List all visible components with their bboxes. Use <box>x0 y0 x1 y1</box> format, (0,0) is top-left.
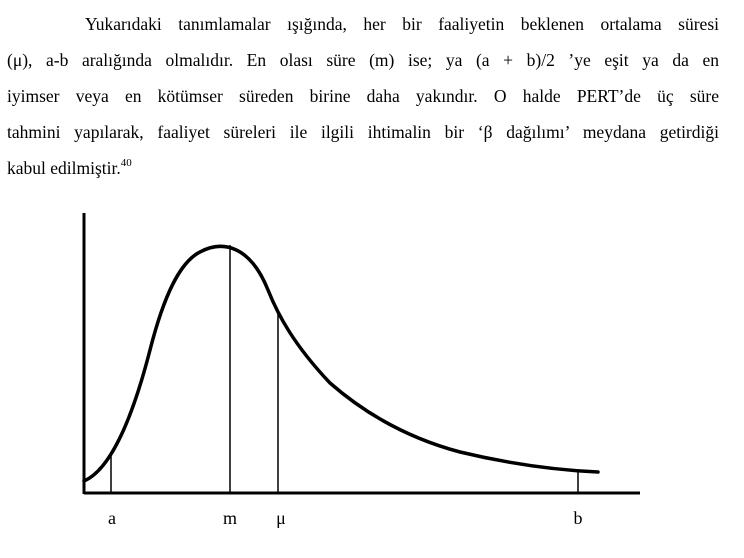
footnote-marker: 40 <box>120 157 132 169</box>
label-m: m <box>222 508 238 528</box>
beta-curve <box>84 246 598 481</box>
label-b: b <box>573 508 583 528</box>
paragraph-line-5-text: kabul edilmiştir. <box>7 158 121 178</box>
paragraph-line-1: Yukarıdaki tanımlamalar ışığında, her bir faaliyetin beklenen ortalama süresi <box>85 14 719 34</box>
paragraph-line-4: tahmini yapılarak, faaliyet süreleri ile ilgili ihtimalin bir ‘β dağılımı’ meydana getirdiği <box>7 122 719 142</box>
paragraph-line-2: (μ), a-b aralığında olmalıdır. En olası süre (m) ise; ya (a + b)/2 ’ye eşit ya da en <box>7 50 719 70</box>
label-mu: μ <box>276 508 286 528</box>
paragraph-line-3: iyimser veya en kötümser süreden birine daha yakındır. O halde PERT’de üç süre <box>7 86 719 106</box>
label-a: a <box>108 508 116 528</box>
